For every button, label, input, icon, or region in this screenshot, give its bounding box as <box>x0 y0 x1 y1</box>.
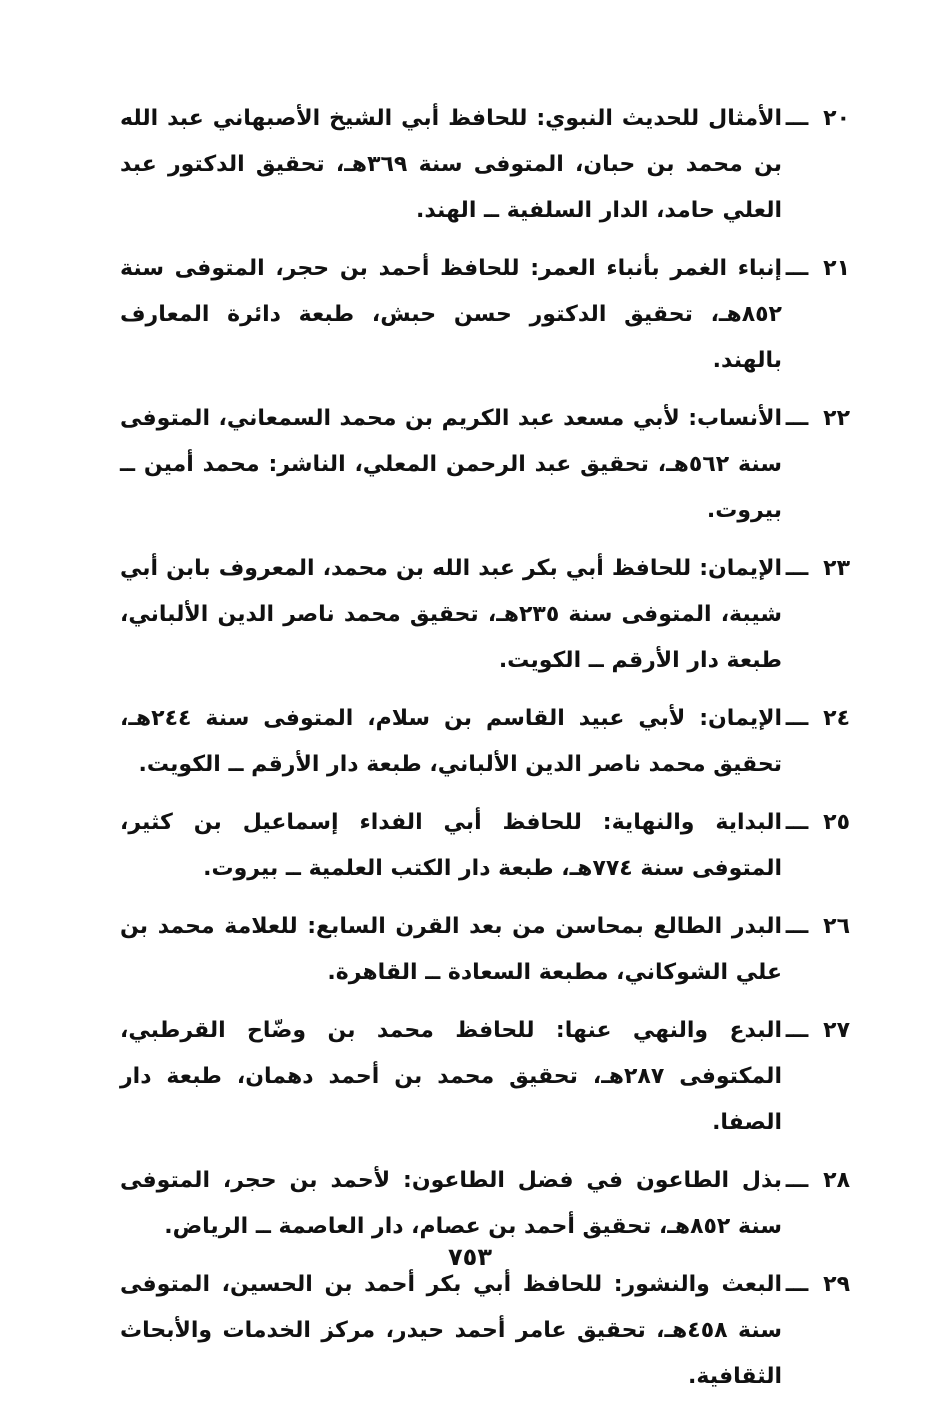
entry-dash: ـــ <box>785 256 809 281</box>
bibliography-entry <box>120 396 850 534</box>
entry-number: ٢٣ <box>823 556 850 581</box>
entry-number: ٢٤ <box>823 706 850 731</box>
entry-text: الأنساب: لأبي مسعد عبد الكريم بن محمد السمعاني، المتوفى سنة ٥٦٢هـ، تحقيق عبد الرحمن المعلي، الناشر: محمد أمين ــ بيروت. <box>120 406 782 523</box>
entry-number: ٢٧ <box>823 1018 850 1043</box>
entry-text: البعث والنشور: للحافظ أبي بكر أحمد بن الحسين، المتوفى سنة ٤٥٨هـ، تحقيق عامر أحمد حيدر، مركز الخدمات والأبحاث الثقافية. <box>120 1272 782 1389</box>
entry-dash: ـــ <box>785 556 809 581</box>
entry-text: بذل الطاعون في فضل الطاعون: لأحمد بن حجر، المتوفى سنة ٨٥٢هـ، تحقيق أحمد بن عصام، دار العاصمة ــ الرياض. <box>120 1168 782 1239</box>
bibliography-entry <box>120 96 850 234</box>
entry-dash: ـــ <box>785 706 809 731</box>
entry-number: ٢٥ <box>823 810 850 835</box>
entry-number: ٢٨ <box>823 1168 850 1193</box>
entry-dash: ـــ <box>785 914 809 939</box>
entry-number: ٢٦ <box>823 914 850 939</box>
entry-text: الإيمان: للحافظ أبي بكر عبد الله بن محمد، المعروف بابن أبي شيبة، المتوفى سنة ٢٣٥هـ، تحقيق محمد ناصر الدين الألباني، طبعة دار الأرقم ــ الكويت. <box>120 556 782 673</box>
entry-text: الأمثال للحديث النبوي: للحافظ أبي الشيخ الأصبهاني عبد الله بن محمد بن حبان، المتوفى سنة ٣٦٩هـ، تحقيق الدكتور عبد العلي حامد، الدار السلفية ــ الهند. <box>120 106 782 223</box>
entry-dash: ـــ <box>785 1272 809 1297</box>
bibliography-entry <box>120 246 850 384</box>
bibliography-entry <box>120 800 850 892</box>
entry-number: ٢٩ <box>823 1272 850 1297</box>
bibliography-entry <box>120 546 850 684</box>
bibliography-entry <box>120 1008 850 1146</box>
entry-dash: ـــ <box>785 1018 809 1043</box>
bibliography-entry <box>120 1158 850 1250</box>
bibliography-list <box>120 96 850 1412</box>
entry-text: البدر الطالع بمحاسن من بعد القرن السابع: للعلامة محمد بن علي الشوكاني، مطبعة السعادة ــ القاهرة. <box>120 914 782 985</box>
entry-dash: ـــ <box>785 810 809 835</box>
entry-dash: ـــ <box>785 1168 809 1193</box>
entry-text: البداية والنهاية: للحافظ أبي الفداء إسماعيل بن كثير، المتوفى سنة ٧٧٤هـ، طبعة دار الكتب العلمية ــ بيروت. <box>120 810 782 881</box>
entry-text: البدع والنهي عنها: للحافظ محمد بن وضّاح القرطبي، المكتوفى ٢٨٧هـ، تحقيق محمد بن أحمد دهمان، طبعة دار الصفا. <box>120 1018 782 1135</box>
entry-number: ٢٠ <box>823 106 850 131</box>
entry-dash: ـــ <box>785 406 809 431</box>
bibliography-entry <box>120 1262 850 1400</box>
entry-text: الإيمان: لأبي عبيد القاسم بن سلام، المتوفى سنة ٢٤٤هـ، تحقيق محمد ناصر الدين الألباني، طبعة دار الأرقم ــ الكويت. <box>120 706 782 777</box>
entry-number: ٢٢ <box>823 406 850 431</box>
bibliography-entry <box>120 904 850 996</box>
entry-dash: ـــ <box>785 106 809 131</box>
page-number: ٧٥٣ <box>448 1243 492 1271</box>
bibliography-entry <box>120 696 850 788</box>
entry-text: إنباء الغمر بأنباء العمر: للحافظ أحمد بن حجر، المتوفى سنة ٨٥٢هـ، تحقيق الدكتور حسن حبش، طبعة دائرة المعارف بالهند. <box>120 256 782 373</box>
entry-number: ٢١ <box>823 256 850 281</box>
